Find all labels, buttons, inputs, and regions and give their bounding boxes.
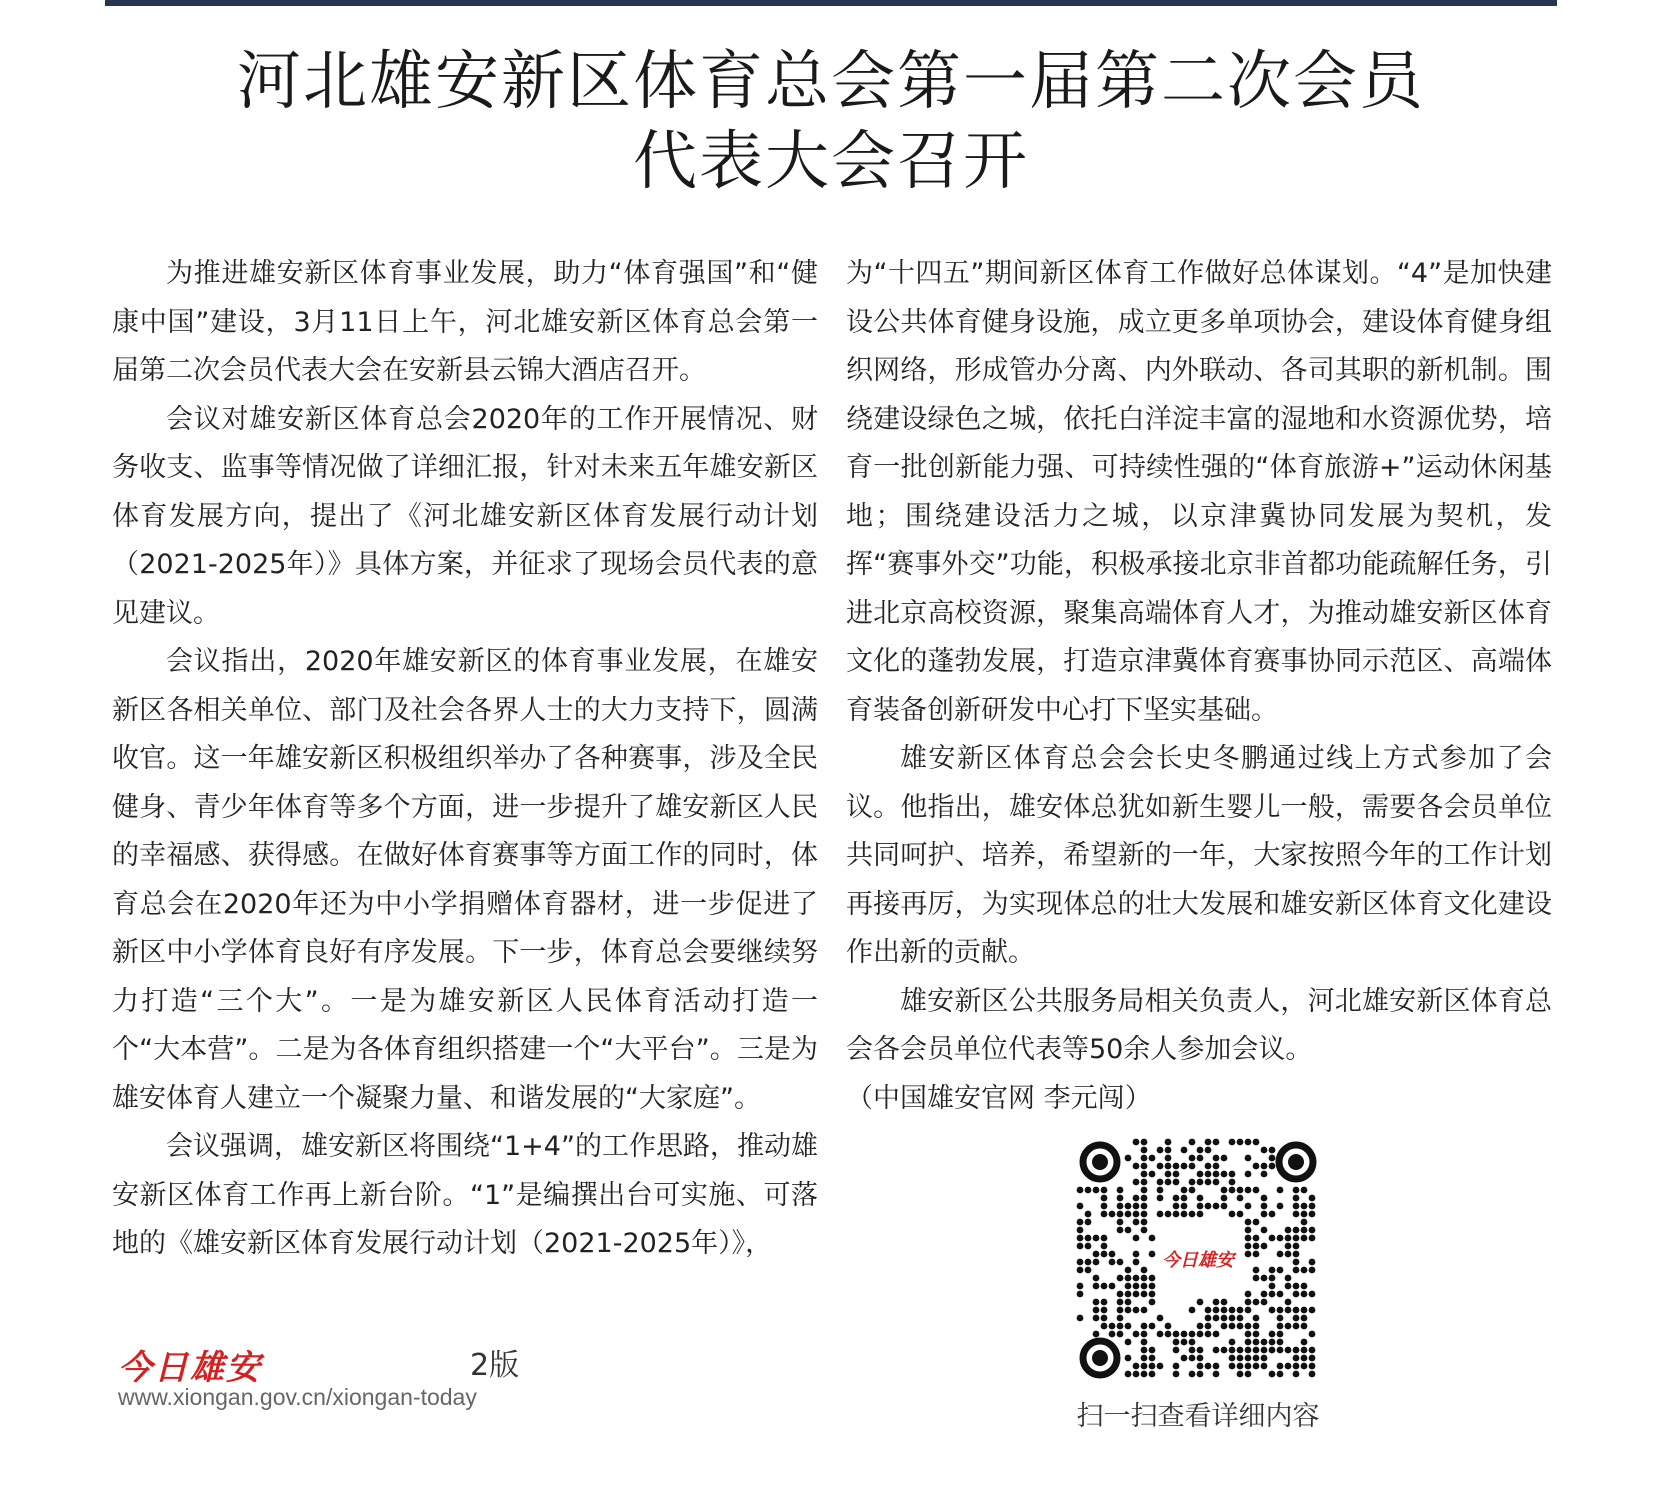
paragraph: 会议指出，2020年雄安新区的体育事业发展，在雄安新区各相关单位、部门及社会各界人士的大力支持下，圆满收官。这一年雄安新区积极组织举办了各种赛事，涉及全民健身、青少年体育等多个方面，进一步提升了雄安新区人民的幸福感、获得感。在做好体育赛事等方面工作的同时，体育总会在2020年还为中小学捐赠体育器材，进一步促进了新区中小学体育良好有序发展。下一步，体育总会要继续努力打造“三个大”。一是为雄安新区人民体育活动打造一个“大本营”。二是为各体育组织搭建一个“大平台”。三是为雄安体育人建立一个凝聚力量、和谐发展的“大家庭”。: [112, 646, 818, 1114]
article-title: [105, 42, 1557, 202]
paragraph: 为推进雄安新区体育事业发展，助力“体育强国”和“健康中国”建设，3月11日上午，河北雄安新区体育总会第一届第二次会员代表大会在安新县云锦大酒店召开。: [112, 258, 818, 386]
qr-code-icon: [1076, 1138, 1320, 1382]
brand-logo: 今日雄安: [118, 1348, 262, 1388]
site-url[interactable]: www.xiongan.gov.cn/xiongan-today: [118, 1384, 477, 1410]
paragraph-continued: 为“十四五”期间新区体育工作做好总体谋划。“4”是加快建设公共体育健身设施，成立更多单项协会，建设体育健身组织网络，形成管办分离、内外联动、各司其职的新机制。围绕建设绿色之城，依托白洋淀丰富的湿地和水资源优势，培育一批创新能力强、可持续性强的“体育旅游+”运动休闲基地；围绕建设活力之城，以京津冀协同发展为契机，发挥“赛事外交”功能，积极承接北京非首都功能疏解任务，引进北京高校资源，聚集高端体育人才，为推动雄安新区体育文化的蓬勃发展，打造京津冀体育赛事协同示范区、高端体育装备创新研发中心打下坚实基础。: [846, 258, 1552, 726]
right-column: [846, 250, 1552, 1123]
title-line-1: 河北雄安新区体育总会第一届第二次会员: [237, 45, 1425, 119]
qr-code[interactable]: [1076, 1138, 1320, 1382]
paragraph: 雄安新区体育总会会长史冬鹏通过线上方式参加了会议。他指出，雄安体总犹如新生婴儿一般，需要各会员单位共同呵护、培养，希望新的一年，大家按照今年的工作计划再接再厉，为实现体总的壮大发展和雄安新区体育文化建设作出新的贡献。: [846, 743, 1552, 968]
qr-center-label: 今日雄安: [1162, 1250, 1234, 1271]
title-line-2: 代表大会召开: [633, 125, 1029, 199]
left-column: [112, 250, 818, 1269]
paragraph: 雄安新区公共服务局相关负责人，河北雄安新区体育总会各会员单位代表等50余人参加会议。: [846, 985, 1552, 1065]
paragraph: 会议对雄安新区体育总会2020年的工作开展情况、财务收支、监事等情况做了详细汇报，针对未来五年雄安新区体育发展方向，提出了《河北雄安新区体育发展行动计划（2021-2025年）》具体方案，并征求了现场会员代表的意见建议。: [112, 403, 818, 629]
qr-caption: 扫一扫查看详细内容: [1076, 1401, 1320, 1432]
top-rule: [105, 0, 1557, 6]
paragraph: 会议强调，雄安新区将围绕“1+4”的工作思路，推动雄安新区体育工作再上新台阶。“1”是编撰出台可实施、可落地的《雄安新区体育发展行动计划（2021-2025年）》，: [112, 1131, 818, 1259]
page-number: 2版: [470, 1348, 520, 1383]
byline: （中国雄安官网 李元闯）: [846, 1082, 1152, 1114]
